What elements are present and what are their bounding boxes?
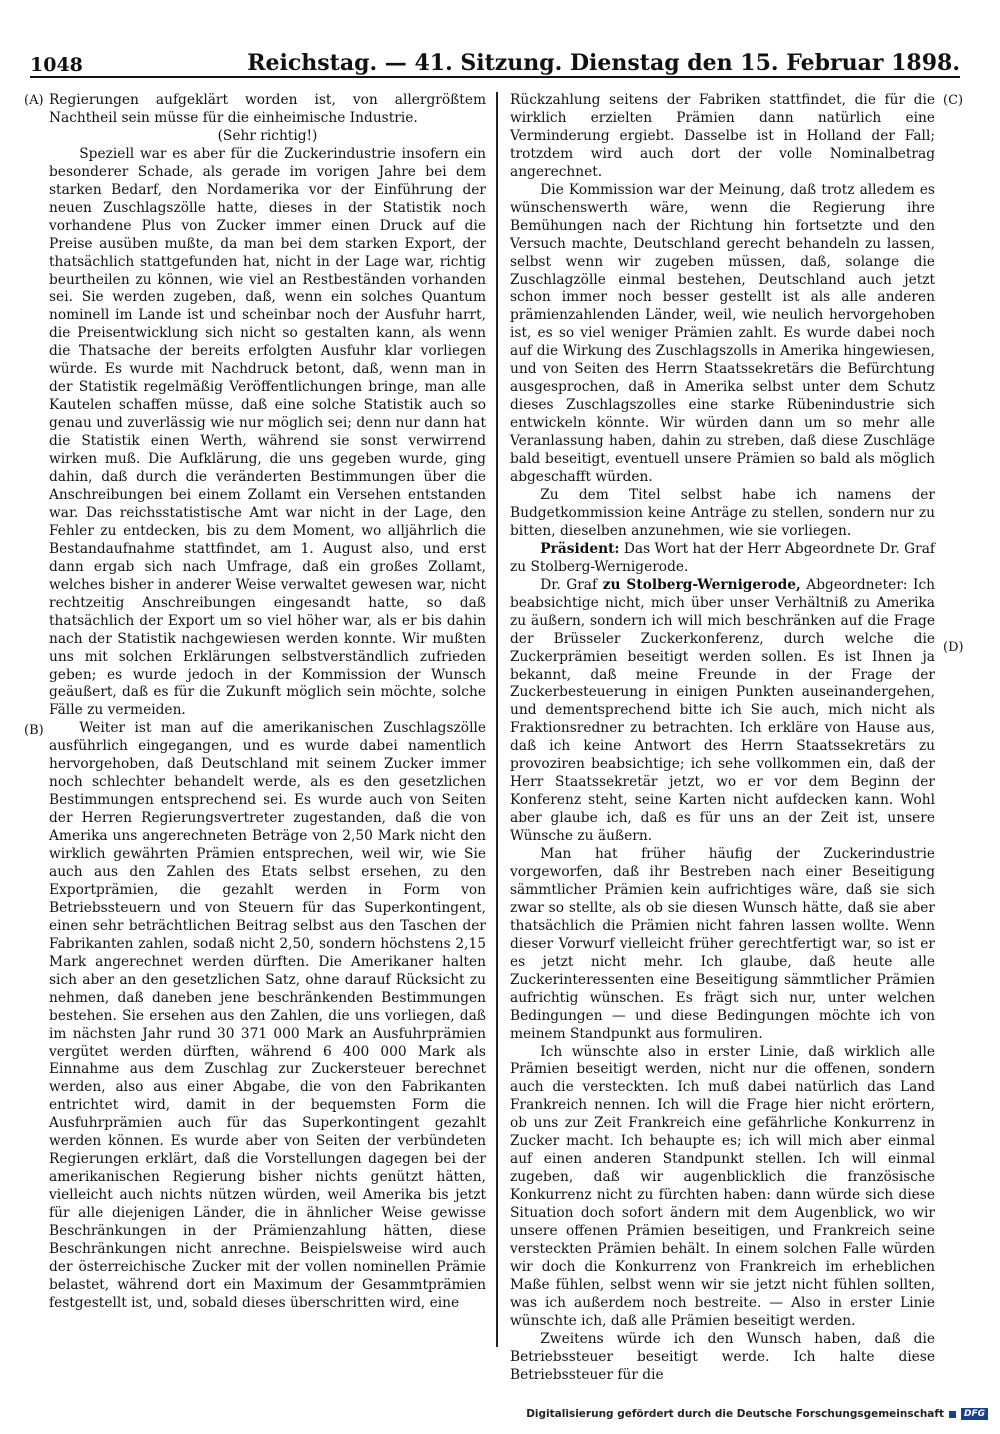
speaker-title: Dr. Graf — [540, 576, 603, 593]
dfg-logo: DFG — [961, 1408, 988, 1420]
right-column — [510, 92, 936, 1383]
right-paragraph-7: Ich wünschte also in erster Linie, daß wirklich alle Prämien beseitigt werden, nicht nur die offenen, sondern auch die versteckten. Ich muß dabei natürlich das Land Frankreich nennen. Ich will die Frage hier nicht erörtern, ob uns zur Zeit Frankreich eine gefährliche Konkurrenz in Zucker macht. Ich behaupte es; ich will mich aber einmal auf einen anderen Standpunkt stellen. Ich will einmal zugeben, daß wir augenblicklich die französische Konkurrenz nicht zu fürchten haben: dann würde sich diese Situation doch sofort ändern mit dem Augenblick, wo wir unsere offenen Prämien beseitigen, und Frankreich seine versteckten Prämien behält. In einem solchen Falle würden wir doch die Konkurrenz von Frankreich im erheblichen Maße fühlen, selbst wenn wir sie jetzt nicht fühlen sollten, was ich außerdem noch bestreite. — Also in erster Linie wünschte ich, daß alle Prämien beseitigt werden. — [510, 1043, 935, 1329]
left-paragraph-3: Weiter ist man auf die amerikanischen Zuschlagszölle ausführlich eingegangen, und es wurde dabei namentlich hervorgehoben, daß Deutschland mit seinem Zucker immer noch schlechter behandelt werde, als es den gesetzlichen Bestimmungen entsprechend sei. Es wurde auch von Seiten der Herren Regierungsvertreter zugestanden, daß die von Amerika uns angerechneten Beträge von 2,50 Mark nicht den wirklich gewährten Prämien entsprechen, weil wir, wie Sie auch aus den Zahlen des Etats selbst ersehen, zu den Exportprämien, die gezahlt werden in Form von Betriebssteuern und von Steuern für das Superkontingent, einen sehr beträchtlichen Beitrag selbst aus den Taschen der Fabrikanten zahlen, sodaß nicht 2,50, sondern höchstens 2,15 Mark angerechnet werden dürften. Die Amerikaner halten sich aber an den gesetzlichen Satz, ohne darauf Rücksicht zu nehmen, daß daneben jene beschränkenden Bestimmungen bestehen. Sie ersehen aus den Zahlen, die uns vorliegen, daß im nächsten Jahr rund 30 371 000 Mark an Ausfuhrprämien vergütet werden dürften, während 6 400 000 Mark als Einnahme aus dem Zuschlag zur Zuckersteuer berechnet werden, also aus einer Abgabe, die von den Fabrikanten entrichtet wird, damit in der bequemsten Form die Ausfuhrprämien auch für das Superkontingent gezahlt werden können. Es wurde aber von Seiten der verbündeten Regierungen erklärt, daß die Vorstellungen dagegen bei der amerikanischen Regierung bisher nichts genützt hätten, vielleicht auch nichts nützen würden, weil Amerika bis jetzt für alle diejenigen Länder, die in ähnlicher Weise gewisse Beschränkungen in der Prämienzahlung hätten, diese Beschränkungen nicht anrechne. Beispielsweise wird auch der österreichische Zucker mit der vollen nominellen Prämie belastet, während dort ein Maximum der Gesammtprämien festgestellt ist, und, sobald dieses überschritten wird, eine — [49, 720, 486, 1311]
right-paragraph-2: Die Kommission war der Meinung, daß trotz alledem es wünschenswerth wäre, wenn die Regierung ihre Bemühungen nach der Richtung hin fortsetzte und den Versuch machte, Deutschland gerecht behandeln zu lassen, selbst wenn wir zugeben müssen, daß, solange die Zuschlagzölle einmal bestehen, Deutschland auch jetzt schon immer noch besser gestellt ist als alle anderen prämienzahlenden Länder, weil, wie neulich hervorgehoben ist, es so viel weniger Prämien zahlt. Es wurde dabei noch auf die Wirkung des Zuschlagszolls in Amerika hingewiesen, und von Seiten des Herrn Staatssekretärs die Befürchtung ausgesprochen, daß in Amerika selbst unter dem Schutz dieses Zuschlagszolles eine starke Rübenindustrie sich entwickeln könnte. Wir würden dann um so mehr alle Veranlassung haben, dahin zu streben, daß diese Zuschläge bald beseitigt, eventuell unsere Prämien so bald als möglich abgeschafft würden. — [510, 181, 935, 486]
margin-mark-b: (B) — [24, 723, 44, 738]
margin-mark-a: (A) — [24, 93, 44, 108]
footer-credit-text: Digitalisierung gefördert durch die Deutsche Forschungsgemeinschaft — [526, 1408, 944, 1420]
right-paragraph-6: Man hat früher häufig der Zuckerindustrie vorgeworfen, daß ihr Bestreben nach einer Beseitigung sämmtlicher Prämien kein aufrichtiges wäre, daß sie sich zwar so stellte, als ob sie diesen Wunsch hätte, daß sie aber thatsächlich die Prämien nicht fahren lassen wollte. Wenn dieser Vorwurf vielleicht früher gerechtfertigt war, so ist er es jetzt nicht mehr. Ich glaube, daß heute alle Zuckerinteressenten eine Beseitigung sämmtlicher Prämien aufrichtig wünschen. Es frägt sich nur, unter welchen Bedingungen — und diese Bedingungen möchte ich von meinem Standpunkt aus formuliren. — [510, 846, 935, 1042]
left-paragraph-1: Regierungen aufgeklärt worden ist, von allergrößtem Nachtheil sein müsse für die einheimische Industrie. — [49, 92, 486, 126]
left-column — [49, 92, 486, 1342]
page-number: 1048 — [30, 54, 83, 76]
running-title: Reichstag. — 41. Sitzung. Dienstag den 15. Februar 1898. — [247, 50, 960, 76]
speaker-president: Präsident: — [540, 540, 620, 557]
interjection: (Sehr richtig!) — [217, 127, 318, 144]
speech-text: Abgeordneter: Ich beabsichtige nicht, mich über unser Verhältniß zu Amerika zu äußern, sondern ich will mich beschränken auf die Frage der Brüsseler Zuckerkonferenz, durch welche die Zuckerprämien beseitigt werden sollen. Es ist Ihnen ja bekannt, daß meine Freunde in der Frage der Zuckerbesteuerung in einigen Punkten auseinandergehen, und dementsprechend bitte ich Sie auch, mich nicht als Fraktionsredner zu betrachten. Ich erkläre von Hause aus, daß ich keine Antwort des Herrn Staatssekretärs zu provoziren beabsichtige; ich sehe vollkommen ein, daß der Herr Staatssekretär jetzt, wo er vor dem Beginn der Konferenz steht, seine Karten nicht aufdecken kann. Wohl aber glaube ich, daß es für uns an der Zeit ist, unsere Wünsche zu äußern. — [510, 576, 936, 845]
separator-square-icon — [949, 1411, 956, 1418]
president-statement — [510, 541, 935, 577]
footer-credit — [526, 1408, 988, 1420]
page-header — [30, 42, 960, 78]
right-paragraph-8: Zweitens würde ich den Wunsch haben, daß die Betriebssteuer beseitigt werde. Ich halte diese Betriebssteuer für die — [510, 1330, 935, 1383]
margin-mark-d: (D) — [943, 640, 964, 655]
president-text: Das Wort hat der Herr Abgeordnete Dr. Graf zu Stolberg-Wernigerode. — [510, 540, 935, 575]
margin-mark-c: (C) — [943, 93, 964, 108]
stolberg-speech — [510, 577, 935, 846]
right-paragraph-1: Rückzahlung seitens der Fabriken stattfindet, die für die wirklich erzielten Prämien dann natürlich eine Verminderung ergiebt. Dasselbe ist in Holland der Fall; trotzdem wird auch dort der volle Nominalbetrag angerechnet. — [510, 92, 935, 180]
speaker-name: zu Stolberg-Wernigerode, — [602, 576, 801, 593]
right-paragraph-3: Zu dem Titel selbst habe ich namens der Budgetkommission keine Anträge zu stellen, sondern nur zu bitten, dieselben anzunehmen, wie sie vorliegen. — [510, 486, 935, 539]
column-divider — [496, 92, 498, 1347]
left-paragraph-2: Speziell war es aber für die Zuckerindustrie insofern ein besonderer Schade, als gerade im vorigen Jahre bei dem starken Bedarf, den Nordamerika vor der Einführung der neuen Zuschlagszölle hatte, dieses in der Statistik noch vorhandene Plus von Zucker immer einen Druck auf die Preise ausüben mußte, da man bei dem starken Export, der thatsächlich stattgefunden hat, nicht in der Lage war, richtig beurtheilen zu können, wie viel an Restbeständen vorhanden sei. Sie werden zugeben, daß, wenn ein solches Quantum nominell im Lande ist und scheinbar noch der Ausfuhr harrt, die Preisentwicklung sich nicht so gestalten kann, als wenn die Thatsache der bereits erfolgten Ausfuhr klar vorliegen würde. Es wurde mit Nachdruck betont, daß, wenn man in der Statistik regelmäßig Veröffentlichungen bringe, man alle Kautelen schaffen müsse, daß eine solche Statistik auch so genau und zuverlässig wie nur möglich sei; denn nur dann hat die Statistik einen Werth, während sie sonst verwirrend wirken muß. Die Aufklärung, die uns gegeben wurde, ging dahin, daß durch die veränderten Bestimmungen über die Anschreibungen bei einem Zollamt ein Versehen entstanden war. Das reichsstatistische Amt war nicht in der Lage, den Fehler zu entdecken, bis zu dem Moment, wo alljährlich die Bestandaufnahme stattfindet, am 1. August also, und erst dann ergab sich nach Umfrage, daß ein großes Zollamt, welches bisher in anderer Weise verwaltet gewesen war, nicht rechtzeitig Anschreibungen eingesandt hatte, so daß thatsächlich der Export um so viel höher war, als er bis dahin nach der Statistik nachgewiesen werden konnte. Wir mußten uns mit solchen Erklärungen selbstverständlich zufrieden geben; es wurde jedoch in der Kommission der Wunsch geäußert, daß es für die Zukunft möglich sein möchte, solche Fälle zu vermeiden. — [49, 145, 486, 719]
